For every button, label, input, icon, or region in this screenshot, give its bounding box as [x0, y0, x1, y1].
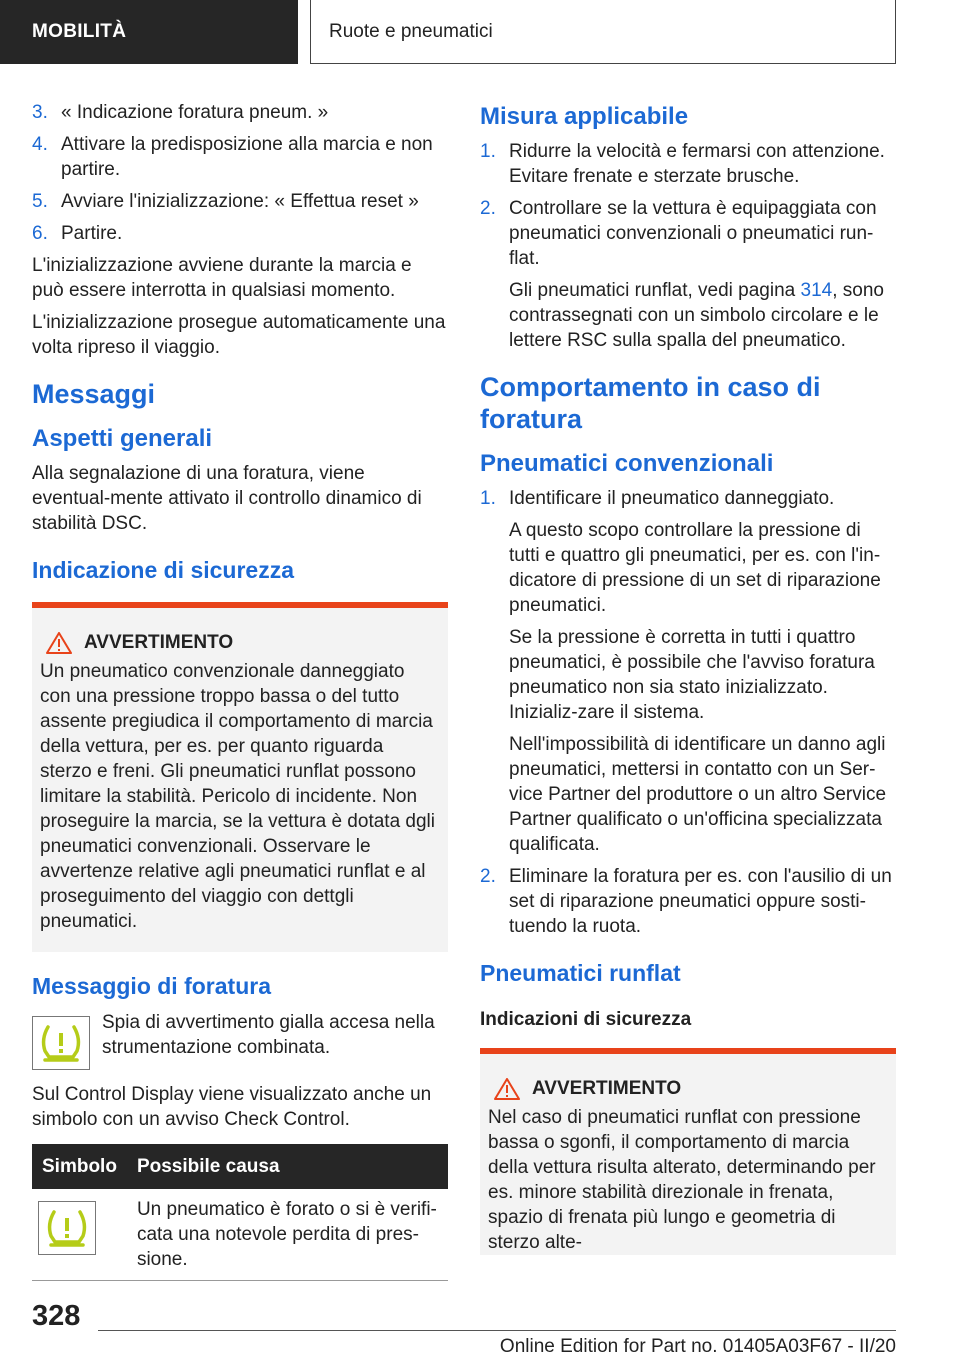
heading-pneumatici-convenzionali: Pneumatici convenzionali — [480, 450, 774, 477]
tire-pressure-warning-icon — [38, 1201, 96, 1255]
step-text: Attivare la predisposizione alla marcia e non partire. — [61, 134, 433, 180]
warning-box — [480, 1048, 896, 1255]
paragraph: L'inizializzazione avviene durante la marcia e può essere interrotta in qualsiasi momento. — [32, 255, 412, 301]
step-number: 3. — [32, 102, 48, 123]
warning-text: Un pneumatico convenzionale danneggiato con una pressione troppo bassa o del tutto assente pregiudica il comportamento di marcia della vettura, per es. per quanto riguarda sterzo e freni. Gli pneumatici runflat possono limitare la stabilità. Pericolo di incidente. Non proseguire la marcia, se la vettura è dotata dgli pneumatici convenzionali. Osservare le avvertenze relative agli pneumatici runflat e al proseguimento del viaggio con dettgli pneumatici. — [40, 661, 435, 932]
section-title: MOBILITÀ — [32, 21, 127, 42]
step-number: 5. — [32, 191, 48, 212]
heading-messaggi: Messaggi — [32, 379, 156, 409]
step-number: 1. — [480, 488, 496, 509]
warning-title — [488, 1076, 888, 1101]
text-fragment: , sono contrassegnati con un simbolo circolare e le lettere RSC sulla spalla del pneumatico. — [509, 280, 884, 351]
paragraph: Sul Control Display viene visualizzato anche un simbolo con un avviso Check Control. — [32, 1084, 432, 1130]
footer-edition: Online Edition for Part no. 01405A03F67 - II/20 — [499, 1336, 896, 1357]
step-item — [32, 221, 448, 246]
warning-text: Nel caso di pneumatici runflat con pressione bassa o sgonfi, il comportamento di marcia della vettura risulta alterato, determinando per es. minore stabilità direzionale in frenata, spazio di frenata più lungo e geometria di sterzo alte- — [488, 1107, 876, 1253]
warning-triangle-icon — [494, 1078, 520, 1100]
step-item — [480, 486, 896, 511]
table-cell — [32, 1189, 127, 1281]
step-item — [480, 196, 896, 271]
paragraph: L'inizializzazione prosegue automaticamente una volta ripreso il viaggio. — [32, 312, 446, 358]
tire-pressure-warning-icon — [32, 1016, 90, 1070]
step-text: Identificare il pneumatico danneggiato. — [509, 488, 835, 509]
heading-comportamento: Comportamento in caso di foratura — [480, 372, 821, 434]
table-header: Possibile causa — [127, 1144, 448, 1189]
warning-title — [40, 630, 440, 655]
text-fragment: Gli pneumatici runflat, vedi pagina — [509, 280, 801, 301]
table-cell: Un pneumatico è forato o si è verifi-cata una notevole perdita di pres-sione. — [136, 1199, 437, 1270]
sub-paragraph — [480, 278, 896, 353]
step-text: Avviare l'inizializzazione: « Effettua reset » — [61, 191, 419, 212]
warning-label: AVVERTIMENTO — [84, 632, 234, 653]
sub-paragraph: Se la pressione è corretta in tutti i quattro pneumatici, è possibile che l'avviso foratura pneumatico non sia stato inizializzato. Inizializ-zare il sistema. — [509, 627, 875, 723]
step-item — [32, 189, 448, 214]
step-text: Partire. — [61, 223, 123, 244]
table-row — [32, 1189, 448, 1281]
header-section — [0, 0, 298, 64]
step-item — [480, 864, 896, 939]
symbol-table — [32, 1144, 448, 1281]
step-item — [480, 139, 896, 189]
step-text: Controllare se la vettura è equipaggiata con pneumatici convenzionali o pneumatici run-flat. — [509, 198, 877, 269]
header-chapter — [310, 0, 896, 64]
heading-misura-applicabile: Misura applicabile — [480, 103, 689, 130]
warning-triangle-icon — [46, 632, 72, 654]
heading-messaggio-foratura: Messaggio di foratura — [32, 973, 271, 999]
heading-aspetti-generali: Aspetti generali — [32, 425, 213, 452]
step-number: 2. — [480, 866, 496, 887]
step-number: 4. — [32, 134, 48, 155]
chapter-title: Ruote e pneumatici — [329, 20, 493, 42]
step-item — [32, 100, 448, 125]
page-number: 328 — [32, 1300, 81, 1332]
step-text: Eliminare la foratura per es. con l'ausilio di un set di riparazione pneumatici oppure sosti-tuendo la ruota. — [509, 866, 892, 937]
heading-pneumatici-runflat: Pneumatici runflat — [480, 960, 681, 986]
indicator-row — [32, 1010, 448, 1070]
left-column — [32, 100, 448, 1281]
step-number: 2. — [480, 198, 496, 219]
sub-paragraph: Nell'impossibilità di identificare un danno agli pneumatici, mettersi in contatto con un Ser-vice Partner del produttore o un altro Service Partner qualificato o un'officina specializzata qualificata. — [509, 734, 887, 855]
step-item — [32, 132, 448, 182]
heading-indicazione-sicurezza: Indicazione di sicurezza — [32, 557, 295, 583]
warning-box — [32, 602, 448, 952]
warning-label: AVVERTIMENTO — [532, 1078, 682, 1099]
heading-indicazioni-sicurezza: Indicazioni di sicurezza — [480, 1009, 692, 1030]
step-text: Ridurre la velocità e fermarsi con attenzione. Evitare frenate e sterzate brusche. — [509, 141, 885, 187]
table-header: Simbolo — [32, 1144, 127, 1189]
page-link[interactable]: 314 — [800, 280, 833, 301]
paragraph: Alla segnalazione di una foratura, viene eventual-mente attivato il controllo dinamico di stabilità DSC. — [32, 463, 422, 534]
footer-divider — [98, 1330, 896, 1331]
step-number: 6. — [32, 223, 48, 244]
indicator-text: Spia di avvertimento gialla accesa nella strumentazione combinata. — [102, 1012, 435, 1058]
step-text: « Indicazione foratura pneum. » — [61, 102, 329, 123]
step-number: 1. — [480, 141, 496, 162]
right-column — [480, 100, 896, 1265]
sub-paragraph: A questo scopo controllare la pressione di tutti e quattro gli pneumatici, per es. con l'in-dicatore di pressione di un set di riparazione pneumatici. — [509, 520, 881, 616]
